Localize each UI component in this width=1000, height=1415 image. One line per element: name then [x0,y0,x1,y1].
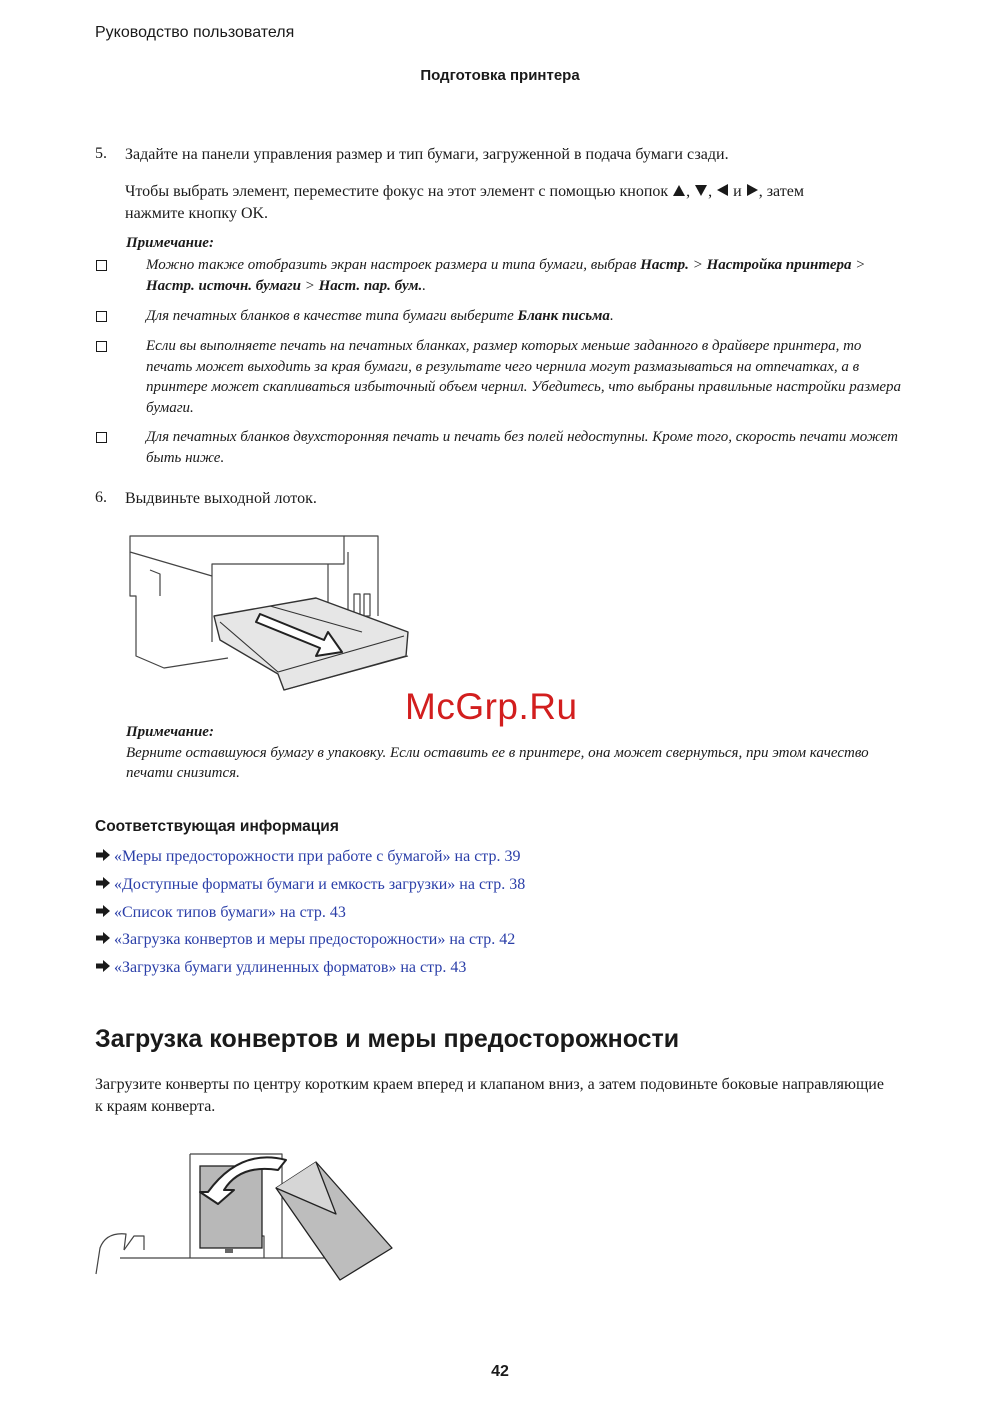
step-5-instruction-line2: нажмите кнопку OK. [125,205,269,222]
related-link[interactable] [95,875,525,895]
menu-path-item: Наст. пар. бум. [318,277,423,294]
step-6-note-title: Примечание: [126,724,214,740]
step-6-text: Выдвиньте выходной лоток. [125,490,317,507]
step-6-number: 6. [95,489,107,506]
printer-top-outline [130,536,344,576]
related-link-text[interactable]: «Доступные форматы бумаги и емкость загрузки» на стр. 38 [114,876,526,893]
left-triangle-icon [717,184,728,196]
paper-support-outline [150,570,160,596]
down-triangle-icon [695,185,707,196]
section-title: Подготовка принтера [420,67,580,84]
step-5-number: 5. [95,145,107,162]
checkbox-bullet-icon [96,432,107,443]
printer-body-outline [130,552,228,668]
checkbox-bullet-icon [96,260,107,271]
instruction-sep: и [733,183,742,200]
arrow-right-icon [95,848,111,862]
page-number: 42 [491,1363,509,1380]
instruction-sep: , [708,183,713,200]
note-text: > [851,257,866,273]
related-info-title: Соответствующая информация [95,818,339,835]
arrow-right-icon [95,876,111,890]
related-link-text[interactable]: «Меры предосторожности при работе с бумагой» на стр. 39 [114,848,521,865]
checkbox-bullet-icon [96,311,107,322]
arrow-right-icon [95,959,111,973]
instruction-after: , затем [758,183,804,200]
paper-type-value: Бланк письма [517,308,610,324]
step-6-note-text: Верните оставшуюся бумагу в упаковку. Если оставить ее в принтере, она может свернуться, при этом качество печати снизится. [126,745,869,781]
instruction-sep: , [686,183,691,200]
note-text: . [609,308,614,324]
related-link-text[interactable]: «Список типов бумаги» на стр. 43 [114,904,346,921]
guide-title: Руководство пользователя [95,24,295,41]
edge-guide [124,1236,144,1250]
note-text: > [688,257,707,273]
arrow-right-icon [95,931,111,945]
note-text: Можно также отобразить экран настроек размера и типа бумаги, выбрав [146,257,641,273]
envelope-illustration [90,1140,410,1290]
feed-marker [225,1248,233,1253]
note-text: . [422,277,427,294]
note-item-1 [146,255,906,296]
instruction-before: Чтобы выбрать элемент, переместите фокус на этот элемент с помощью кнопок [125,183,669,200]
step-5-text: Задайте на панели управления размер и тип бумаги, загруженной в подача бумаги сзади. [125,146,729,163]
note-text: Для печатных бланков в качестве типа бумаги выберите [146,308,518,324]
ink-tank-outline [344,536,378,616]
note-item-3: Если вы выполняете печать на печатных бланках, размер которых меньше заданного в драйвере принтера, то печать может выходить за края бумаги, в результате чего чернила могут размазываться на отпечатках, а в принтере может скапливаться избыточный объем чернил. Убедитесь, что выбраны правильные настройки размера бумаги. [146,338,901,416]
related-link[interactable] [95,847,520,867]
section-heading: Загрузка конвертов и меры предосторожности [95,1025,680,1053]
checkbox-bullet-icon [96,341,107,352]
watermark-text: McGrp.Ru [405,686,578,727]
up-triangle-icon [673,185,685,196]
note-item-4: Для печатных бланков двухсторонняя печать и печать без полей недоступны. Кроме того, скорость печати может быть ниже. [146,429,898,466]
related-link-text[interactable]: «Загрузка бумаги удлиненных форматов» на стр. 43 [114,959,467,976]
note-title: Примечание: [126,235,214,251]
related-link[interactable] [95,930,515,950]
output-tray-illustration [120,530,420,695]
envelopes-text: Загрузите конверты по центру коротким краем вперед и клапаном вниз, а затем подовиньте боковые направляющие к краям конверта. [95,1076,884,1115]
arrow-right-icon [95,904,111,918]
menu-path-item: Настр. источн. бумаги [146,277,302,294]
menu-path-item: Настр. [640,257,689,273]
note-item-2 [146,306,906,327]
right-triangle-icon [747,184,758,196]
printer-rear-outline [96,1234,126,1274]
menu-path-item: Настройка принтера [706,257,852,273]
related-link[interactable] [95,903,346,923]
related-link-text[interactable]: «Загрузка конвертов и меры предосторожности» на стр. 42 [114,931,516,948]
step-5-instruction [125,181,945,203]
note-text: > [301,277,319,294]
ink-window [364,594,370,616]
related-link[interactable] [95,958,466,978]
